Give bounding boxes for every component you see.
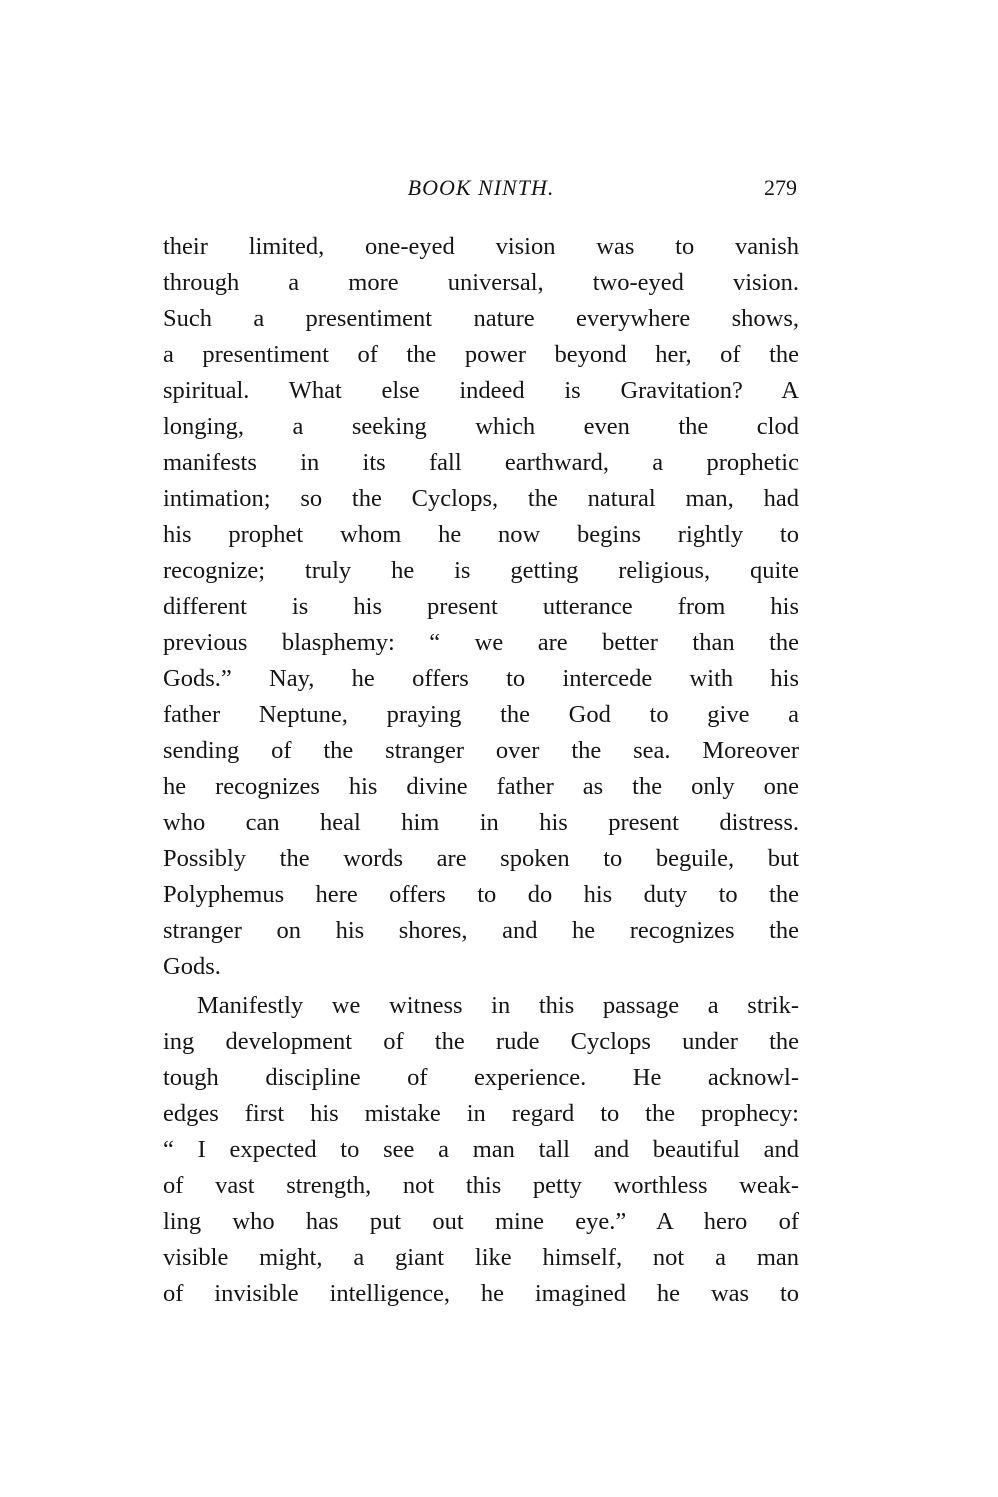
text-line: of invisible intelligence, he imagined he was to: [163, 1280, 799, 1307]
text-line: a presentiment of the power beyond her, of the: [163, 341, 799, 368]
text-line: previous blasphemy: “ we are better than the: [163, 629, 799, 656]
text-line: different is his present utterance from his: [163, 593, 799, 620]
text-line: father Neptune, praying the God to give a: [163, 701, 799, 728]
text-line: manifests in its fall earthward, a prophetic: [163, 449, 799, 476]
text-line: intimation; so the Cyclops, the natural man, had: [163, 485, 799, 512]
text-line: tough discipline of experience. He acknowl-: [163, 1064, 799, 1091]
text-line: spiritual. What else indeed is Gravitation? A: [163, 377, 799, 404]
running-title: BOOK NINTH.: [407, 175, 555, 200]
paragraph-1: [163, 229, 799, 985]
text-line: ing development of the rude Cyclops under the: [163, 1028, 799, 1055]
text-line: who can heal him in his present distress.: [163, 809, 799, 836]
text-line: of vast strength, not this petty worthless weak-: [163, 1172, 799, 1199]
text-line: Gods.: [163, 953, 221, 980]
text-line: Manifestly we witness in this passage a strik-: [197, 992, 799, 1019]
paragraph-2: [163, 988, 799, 1312]
text-line: he recognizes his divine father as the only one: [163, 773, 799, 800]
page-header: [163, 173, 799, 203]
text-line: Such a presentiment nature everywhere shows,: [163, 305, 799, 332]
page-number: 279: [764, 175, 797, 200]
text-line: visible might, a giant like himself, not a man: [163, 1244, 799, 1271]
text-line: his prophet whom he now begins rightly to: [163, 521, 799, 548]
text-line: recognize; truly he is getting religious, quite: [163, 557, 799, 584]
page-body: [163, 229, 799, 1312]
text-line: their limited, one-eyed vision was to vanish: [163, 233, 799, 260]
text-line: edges first his mistake in regard to the prophecy:: [163, 1100, 799, 1127]
text-line: sending of the stranger over the sea. Moreover: [163, 737, 799, 764]
text-line: Possibly the words are spoken to beguile, but: [163, 845, 799, 872]
text-line: longing, a seeking which even the clod: [163, 413, 799, 440]
text-line: “ I expected to see a man tall and beautiful and: [163, 1136, 799, 1163]
text-line: ling who has put out mine eye.” A hero of: [163, 1208, 799, 1235]
text-line: Gods.” Nay, he offers to intercede with his: [163, 665, 799, 692]
text-line: Polyphemus here offers to do his duty to the: [163, 881, 799, 908]
text-line: stranger on his shores, and he recognizes the: [163, 917, 799, 944]
text-line: through a more universal, two-eyed vision.: [163, 269, 799, 296]
